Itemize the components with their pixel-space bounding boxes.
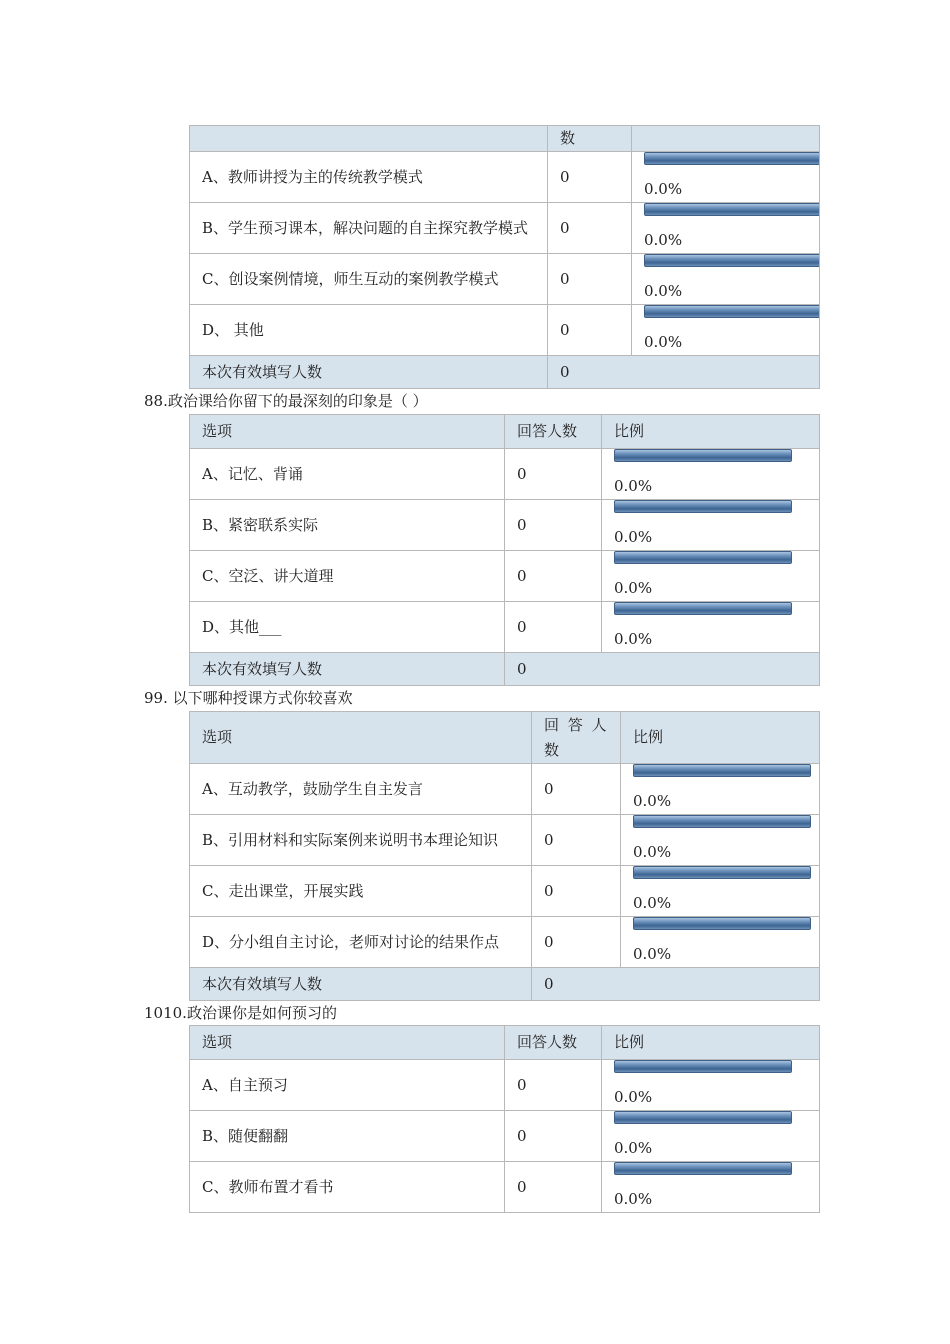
table-row — [190, 917, 820, 968]
option-cell: C、教师布置才看书 — [190, 1162, 505, 1213]
table-row — [190, 815, 820, 866]
table-row — [190, 203, 820, 254]
table-footer-row — [190, 653, 820, 686]
ratio-value: 0.0% — [644, 333, 683, 351]
ratio-cell — [602, 1162, 820, 1213]
ratio-cell — [602, 500, 820, 551]
header-count: 回答人数 — [505, 1026, 602, 1060]
ratio-bar — [633, 815, 811, 828]
count-cell: 0 — [505, 1111, 602, 1162]
footer-value: 0 — [505, 653, 820, 686]
ratio-value: 0.0% — [614, 477, 653, 495]
ratio-cell — [632, 305, 820, 356]
count-cell: 0 — [505, 602, 602, 653]
option-cell: B、紧密联系实际 — [190, 500, 505, 551]
option-cell: B、随便翻翻 — [190, 1111, 505, 1162]
ratio-cell — [602, 449, 820, 500]
count-cell: 0 — [548, 203, 632, 254]
table-row — [190, 500, 820, 551]
ratio-cell — [632, 254, 820, 305]
survey-table-88 — [189, 414, 820, 686]
footer-label: 本次有效填写人数 — [190, 356, 548, 389]
ratio-cell — [602, 551, 820, 602]
ratio-bar — [644, 254, 820, 267]
question-title-99: 99. 以下哪种授课方式你较喜欢 — [144, 689, 353, 707]
table-header-row — [190, 126, 820, 152]
table-footer-row — [190, 968, 820, 1001]
table-row — [190, 305, 820, 356]
ratio-cell — [621, 917, 820, 968]
header-option — [190, 126, 548, 152]
option-cell: A、记忆、背诵 — [190, 449, 505, 500]
header-option: 选项 — [190, 415, 505, 449]
ratio-bar — [633, 917, 811, 930]
count-cell: 0 — [532, 764, 621, 815]
ratio-cell — [602, 1060, 820, 1111]
ratio-cell — [602, 1111, 820, 1162]
ratio-value: 0.0% — [633, 894, 672, 912]
footer-value: 0 — [532, 968, 820, 1001]
question-title-1010: 1010.政治课你是如何预习的 — [144, 1004, 337, 1022]
ratio-cell — [632, 203, 820, 254]
ratio-value: 0.0% — [614, 579, 653, 597]
table-row — [190, 152, 820, 203]
header-count: 回 答 人 数 — [532, 712, 621, 764]
count-cell: 0 — [505, 1162, 602, 1213]
ratio-value: 0.0% — [614, 630, 653, 648]
survey-table-1010 — [189, 1025, 820, 1213]
count-cell: 0 — [505, 551, 602, 602]
header-option: 选项 — [190, 712, 532, 764]
count-cell: 0 — [532, 866, 621, 917]
ratio-bar — [633, 866, 811, 879]
table-row — [190, 449, 820, 500]
table-row — [190, 551, 820, 602]
question-title-88: 88.政治课给你留下的最深刻的印象是（ ） — [144, 392, 428, 410]
ratio-bar — [614, 551, 792, 564]
ratio-bar — [633, 764, 811, 777]
ratio-bar — [644, 203, 820, 216]
option-cell: A、互动教学，鼓励学生自主发言 — [190, 764, 532, 815]
ratio-bar — [614, 500, 792, 513]
header-ratio: 比例 — [602, 415, 820, 449]
table-footer-row — [190, 356, 820, 389]
header-option: 选项 — [190, 1026, 505, 1060]
ratio-value: 0.0% — [644, 180, 683, 198]
count-cell: 0 — [505, 1060, 602, 1111]
ratio-cell — [621, 764, 820, 815]
table-row — [190, 1060, 820, 1111]
option-cell: B、学生预习课本，解决问题的自主探究教学模式 — [190, 203, 548, 254]
ratio-bar — [644, 152, 820, 165]
option-cell: D、其他___ — [190, 602, 505, 653]
table-row — [190, 764, 820, 815]
header-count: 数 — [548, 126, 632, 152]
ratio-cell — [602, 602, 820, 653]
option-cell: B、引用材料和实际案例来说明书本理论知识 — [190, 815, 532, 866]
ratio-value: 0.0% — [614, 1139, 653, 1157]
ratio-value: 0.0% — [614, 528, 653, 546]
ratio-bar — [614, 1111, 792, 1124]
option-cell: A、自主预习 — [190, 1060, 505, 1111]
count-cell: 0 — [548, 305, 632, 356]
ratio-value: 0.0% — [644, 231, 683, 249]
ratio-cell — [621, 815, 820, 866]
option-cell: C、走出课堂，开展实践 — [190, 866, 532, 917]
ratio-cell — [621, 866, 820, 917]
ratio-bar — [614, 449, 792, 462]
count-cell: 0 — [532, 917, 621, 968]
footer-label: 本次有效填写人数 — [190, 653, 505, 686]
table-row — [190, 1111, 820, 1162]
ratio-value: 0.0% — [633, 792, 672, 810]
footer-value: 0 — [548, 356, 820, 389]
ratio-value: 0.0% — [614, 1088, 653, 1106]
header-ratio: 比例 — [621, 712, 820, 764]
ratio-bar — [644, 305, 820, 318]
table-row — [190, 254, 820, 305]
ratio-value: 0.0% — [614, 1190, 653, 1208]
option-cell: D、 其他 — [190, 305, 548, 356]
survey-table-1 — [189, 125, 820, 389]
ratio-bar — [614, 602, 792, 615]
count-cell: 0 — [505, 449, 602, 500]
ratio-value: 0.0% — [633, 843, 672, 861]
survey-table-99 — [189, 711, 820, 1001]
option-cell: C、创设案例情境，师生互动的案例教学模式 — [190, 254, 548, 305]
option-cell: C、空泛、讲大道理 — [190, 551, 505, 602]
option-cell: A、教师讲授为主的传统教学模式 — [190, 152, 548, 203]
ratio-value: 0.0% — [633, 945, 672, 963]
table-header-row — [190, 712, 820, 764]
ratio-value: 0.0% — [644, 282, 683, 300]
count-cell: 0 — [548, 152, 632, 203]
option-cell: D、分小组自主讨论，老师对讨论的结果作点 — [190, 917, 532, 968]
ratio-cell — [632, 152, 820, 203]
table-header-row — [190, 1026, 820, 1060]
count-cell: 0 — [532, 815, 621, 866]
ratio-bar — [614, 1060, 792, 1073]
header-ratio — [632, 126, 820, 152]
footer-label: 本次有效填写人数 — [190, 968, 532, 1001]
header-ratio: 比例 — [602, 1026, 820, 1060]
count-cell: 0 — [505, 500, 602, 551]
count-cell: 0 — [548, 254, 632, 305]
table-row — [190, 602, 820, 653]
ratio-bar — [614, 1162, 792, 1175]
table-header-row — [190, 415, 820, 449]
header-count: 回答人数 — [505, 415, 602, 449]
table-row — [190, 866, 820, 917]
table-row — [190, 1162, 820, 1213]
